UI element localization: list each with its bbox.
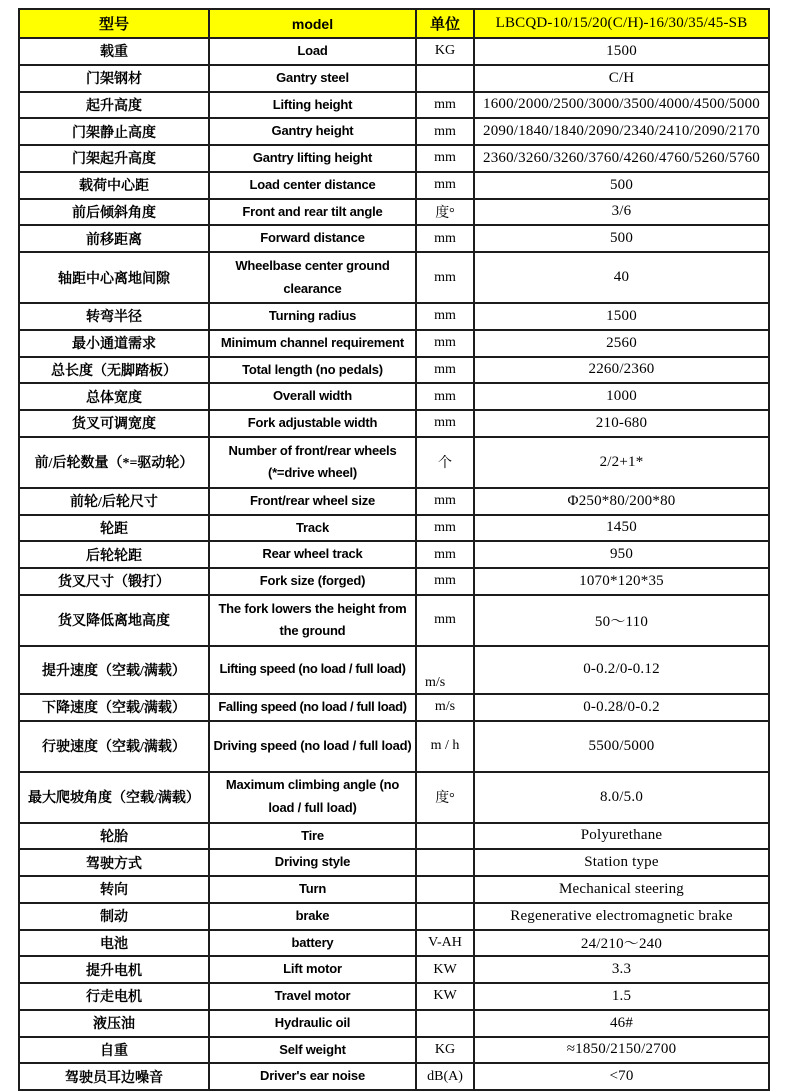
spec-name-en-cell: Gantry lifting height	[209, 145, 416, 172]
spec-name-cn-cell: 总长度（无脚踏板）	[19, 357, 209, 384]
spec-name-en-cell: Turning radius	[209, 303, 416, 330]
spec-unit-cell: KG	[416, 38, 474, 65]
table-row	[19, 1063, 769, 1090]
spec-unit-cell: dB(A)	[416, 1063, 474, 1090]
spec-name-cn-cell: 货叉降低离地高度	[19, 595, 209, 646]
table-row	[19, 357, 769, 384]
table-row	[19, 252, 769, 303]
spec-unit-cell: mm	[416, 92, 474, 119]
spec-unit-cell	[416, 1010, 474, 1037]
spec-value-cell: 2260/2360	[474, 357, 769, 384]
spec-value-cell: C/H	[474, 65, 769, 92]
spec-unit-cell: mm	[416, 383, 474, 410]
header-cell-unit: 单位	[416, 9, 474, 38]
spec-name-en-cell: Gantry steel	[209, 65, 416, 92]
spec-value-cell: 3.3	[474, 956, 769, 983]
spec-unit-cell: mm	[416, 541, 474, 568]
spec-name-en-cell: Track	[209, 515, 416, 542]
spec-value-cell: 8.0/5.0	[474, 772, 769, 823]
spec-unit-cell: 度°	[416, 772, 474, 823]
spec-unit-cell: mm	[416, 225, 474, 252]
table-row	[19, 1010, 769, 1037]
spec-name-cn-cell: 自重	[19, 1037, 209, 1064]
spec-value-cell: 3/6	[474, 199, 769, 226]
spec-name-cn-cell: 下降速度（空载/满载）	[19, 694, 209, 721]
spec-name-en-cell: Lifting height	[209, 92, 416, 119]
spec-name-en-cell: Driving speed (no load / full load)	[209, 721, 416, 772]
spec-name-cn-cell: 起升高度	[19, 92, 209, 119]
spec-name-en-cell: Total length (no pedals)	[209, 357, 416, 384]
table-row	[19, 515, 769, 542]
spec-value-cell: 0-0.28/0-0.2	[474, 694, 769, 721]
spec-unit-cell: mm	[416, 330, 474, 357]
spec-value-cell: ≈1850/2150/2700	[474, 1037, 769, 1064]
spec-name-cn-cell: 门架钢材	[19, 65, 209, 92]
spec-name-en-cell: Lift motor	[209, 956, 416, 983]
spec-value-cell: 24/210～240	[474, 930, 769, 957]
spec-name-cn-cell: 最大爬坡角度（空载/满载）	[19, 772, 209, 823]
table-row	[19, 903, 769, 930]
table-row	[19, 38, 769, 65]
spec-name-cn-cell: 驾驶员耳边噪音	[19, 1063, 209, 1090]
spec-name-en-cell: Front and rear tilt angle	[209, 199, 416, 226]
spec-name-cn-cell: 液压油	[19, 1010, 209, 1037]
spec-name-en-cell: Travel motor	[209, 983, 416, 1010]
spec-unit-cell: mm	[416, 118, 474, 145]
spec-name-en-cell: Tire	[209, 823, 416, 850]
table-row	[19, 118, 769, 145]
table-row	[19, 199, 769, 226]
spec-name-en-cell: Forward distance	[209, 225, 416, 252]
spec-name-en-cell: Load	[209, 38, 416, 65]
spec-unit-cell: V-AH	[416, 930, 474, 957]
table-row	[19, 876, 769, 903]
spec-value-cell: 50～110	[474, 595, 769, 646]
spec-name-cn-cell: 电池	[19, 930, 209, 957]
table-row	[19, 823, 769, 850]
spec-table-header	[19, 9, 769, 38]
spec-value-cell: Regenerative electromagnetic brake	[474, 903, 769, 930]
table-row	[19, 772, 769, 823]
spec-name-cn-cell: 前后倾斜角度	[19, 199, 209, 226]
spec-value-cell: 1450	[474, 515, 769, 542]
spec-value-cell: 5500/5000	[474, 721, 769, 772]
spec-unit-cell: mm	[416, 410, 474, 437]
spec-name-cn-cell: 制动	[19, 903, 209, 930]
spec-name-cn-cell: 门架静止高度	[19, 118, 209, 145]
header-row	[19, 9, 769, 38]
table-row	[19, 383, 769, 410]
table-row	[19, 646, 769, 694]
spec-name-cn-cell: 提升电机	[19, 956, 209, 983]
table-row	[19, 303, 769, 330]
spec-name-en-cell: Driver's ear noise	[209, 1063, 416, 1090]
spec-value-cell: 2090/1840/1840/2090/2340/2410/2090/2170	[474, 118, 769, 145]
header-cell-model-number: LBCQD-10/15/20(C/H)-16/30/35/45-SB	[474, 9, 769, 38]
table-row	[19, 956, 769, 983]
spec-name-cn-cell: 轮距	[19, 515, 209, 542]
spec-unit-cell: m / h	[416, 721, 474, 772]
spec-name-cn-cell: 前轮/后轮尺寸	[19, 488, 209, 515]
spec-name-cn-cell: 行走电机	[19, 983, 209, 1010]
spec-name-en-cell: Maximum climbing angle (no load / full load)	[209, 772, 416, 823]
spec-name-cn-cell: 转弯半径	[19, 303, 209, 330]
table-row	[19, 983, 769, 1010]
spec-name-cn-cell: 货叉可调宽度	[19, 410, 209, 437]
spec-value-cell: 2/2+1*	[474, 437, 769, 488]
spec-unit-cell: m/s	[416, 646, 474, 694]
spec-unit-cell: mm	[416, 145, 474, 172]
spec-name-cn-cell: 载重	[19, 38, 209, 65]
table-row	[19, 721, 769, 772]
spec-value-cell: 1500	[474, 38, 769, 65]
spec-value-cell: 1600/2000/2500/3000/3500/4000/4500/5000	[474, 92, 769, 119]
spec-name-en-cell: battery	[209, 930, 416, 957]
spec-value-cell: 210-680	[474, 410, 769, 437]
header-cell-model-en: model	[209, 9, 416, 38]
spec-unit-cell	[416, 823, 474, 850]
spec-unit-cell	[416, 903, 474, 930]
spec-name-cn-cell: 提升速度（空载/满载）	[19, 646, 209, 694]
table-row	[19, 437, 769, 488]
spec-value-cell: 500	[474, 225, 769, 252]
spec-value-cell: 1070*120*35	[474, 568, 769, 595]
spec-value-cell: Polyurethane	[474, 823, 769, 850]
spec-name-en-cell: Overall width	[209, 383, 416, 410]
table-row	[19, 1037, 769, 1064]
spec-unit-cell: mm	[416, 488, 474, 515]
header-cell-model-cn: 型号	[19, 9, 209, 38]
spec-unit-cell: mm	[416, 515, 474, 542]
spec-value-cell: 0-0.2/0-0.12	[474, 646, 769, 694]
spec-unit-cell	[416, 65, 474, 92]
table-row	[19, 694, 769, 721]
table-row	[19, 145, 769, 172]
spec-unit-cell: mm	[416, 172, 474, 199]
spec-name-en-cell: Hydraulic oil	[209, 1010, 416, 1037]
table-row	[19, 488, 769, 515]
spec-name-cn-cell: 载荷中心距	[19, 172, 209, 199]
spec-name-cn-cell: 货叉尺寸（锻打）	[19, 568, 209, 595]
spec-name-cn-cell: 后轮轮距	[19, 541, 209, 568]
table-row	[19, 410, 769, 437]
spec-value-cell: 2560	[474, 330, 769, 357]
spec-name-cn-cell: 前/后轮数量（*=驱动轮）	[19, 437, 209, 488]
spec-name-en-cell: Wheelbase center ground clearance	[209, 252, 416, 303]
spec-name-en-cell: Gantry height	[209, 118, 416, 145]
spec-unit-cell: mm	[416, 357, 474, 384]
spec-name-en-cell: Self weight	[209, 1037, 416, 1064]
spec-name-cn-cell: 轴距中心离地间隙	[19, 252, 209, 303]
table-row	[19, 172, 769, 199]
spec-name-cn-cell: 门架起升高度	[19, 145, 209, 172]
spec-value-cell: 500	[474, 172, 769, 199]
spec-unit-cell: mm	[416, 252, 474, 303]
spec-name-en-cell: Fork adjustable width	[209, 410, 416, 437]
spec-unit-cell	[416, 849, 474, 876]
spec-name-cn-cell: 行驶速度（空载/满载）	[19, 721, 209, 772]
spec-value-cell: 1000	[474, 383, 769, 410]
spec-unit-cell: m/s	[416, 694, 474, 721]
spec-name-en-cell: Rear wheel track	[209, 541, 416, 568]
spec-name-cn-cell: 轮胎	[19, 823, 209, 850]
table-row	[19, 849, 769, 876]
table-row	[19, 92, 769, 119]
spec-unit-cell: KG	[416, 1037, 474, 1064]
table-row	[19, 930, 769, 957]
spec-name-en-cell: Fork size (forged)	[209, 568, 416, 595]
spec-name-en-cell: Minimum channel requirement	[209, 330, 416, 357]
spec-unit-cell: 个	[416, 437, 474, 488]
table-row	[19, 541, 769, 568]
spec-value-cell: <70	[474, 1063, 769, 1090]
spec-table-body	[19, 38, 769, 1090]
spec-name-cn-cell: 转向	[19, 876, 209, 903]
spec-unit-cell: mm	[416, 568, 474, 595]
spec-value-cell: 40	[474, 252, 769, 303]
spec-value-cell: 1.5	[474, 983, 769, 1010]
spec-unit-cell: mm	[416, 595, 474, 646]
spec-name-en-cell: Lifting speed (no load / full load)	[209, 646, 416, 694]
spec-value-cell: 950	[474, 541, 769, 568]
spec-value-cell: 46#	[474, 1010, 769, 1037]
table-row	[19, 330, 769, 357]
spec-unit-cell	[416, 876, 474, 903]
spec-name-cn-cell: 最小通道需求	[19, 330, 209, 357]
spec-name-cn-cell: 前移距离	[19, 225, 209, 252]
spec-value-cell: Φ250*80/200*80	[474, 488, 769, 515]
spec-name-en-cell: Number of front/rear wheels (*=drive wheel)	[209, 437, 416, 488]
spec-name-cn-cell: 驾驶方式	[19, 849, 209, 876]
table-row	[19, 568, 769, 595]
spec-name-en-cell: Falling speed (no load / full load)	[209, 694, 416, 721]
spec-value-cell: 1500	[474, 303, 769, 330]
spec-unit-cell: KW	[416, 956, 474, 983]
table-row	[19, 65, 769, 92]
spec-name-en-cell: brake	[209, 903, 416, 930]
spec-table	[18, 8, 770, 1091]
spec-unit-cell: 度°	[416, 199, 474, 226]
table-row	[19, 595, 769, 646]
spec-value-cell: 2360/3260/3260/3760/4260/4760/5260/5760	[474, 145, 769, 172]
spec-name-en-cell: Driving style	[209, 849, 416, 876]
spec-name-cn-cell: 总体宽度	[19, 383, 209, 410]
spec-name-en-cell: Turn	[209, 876, 416, 903]
table-row	[19, 225, 769, 252]
spec-unit-cell: KW	[416, 983, 474, 1010]
spec-name-en-cell: Load center distance	[209, 172, 416, 199]
spec-name-en-cell: The fork lowers the height from the ground	[209, 595, 416, 646]
spec-value-cell: Station type	[474, 849, 769, 876]
spec-name-en-cell: Front/rear wheel size	[209, 488, 416, 515]
spec-unit-cell: mm	[416, 303, 474, 330]
spec-value-cell: Mechanical steering	[474, 876, 769, 903]
